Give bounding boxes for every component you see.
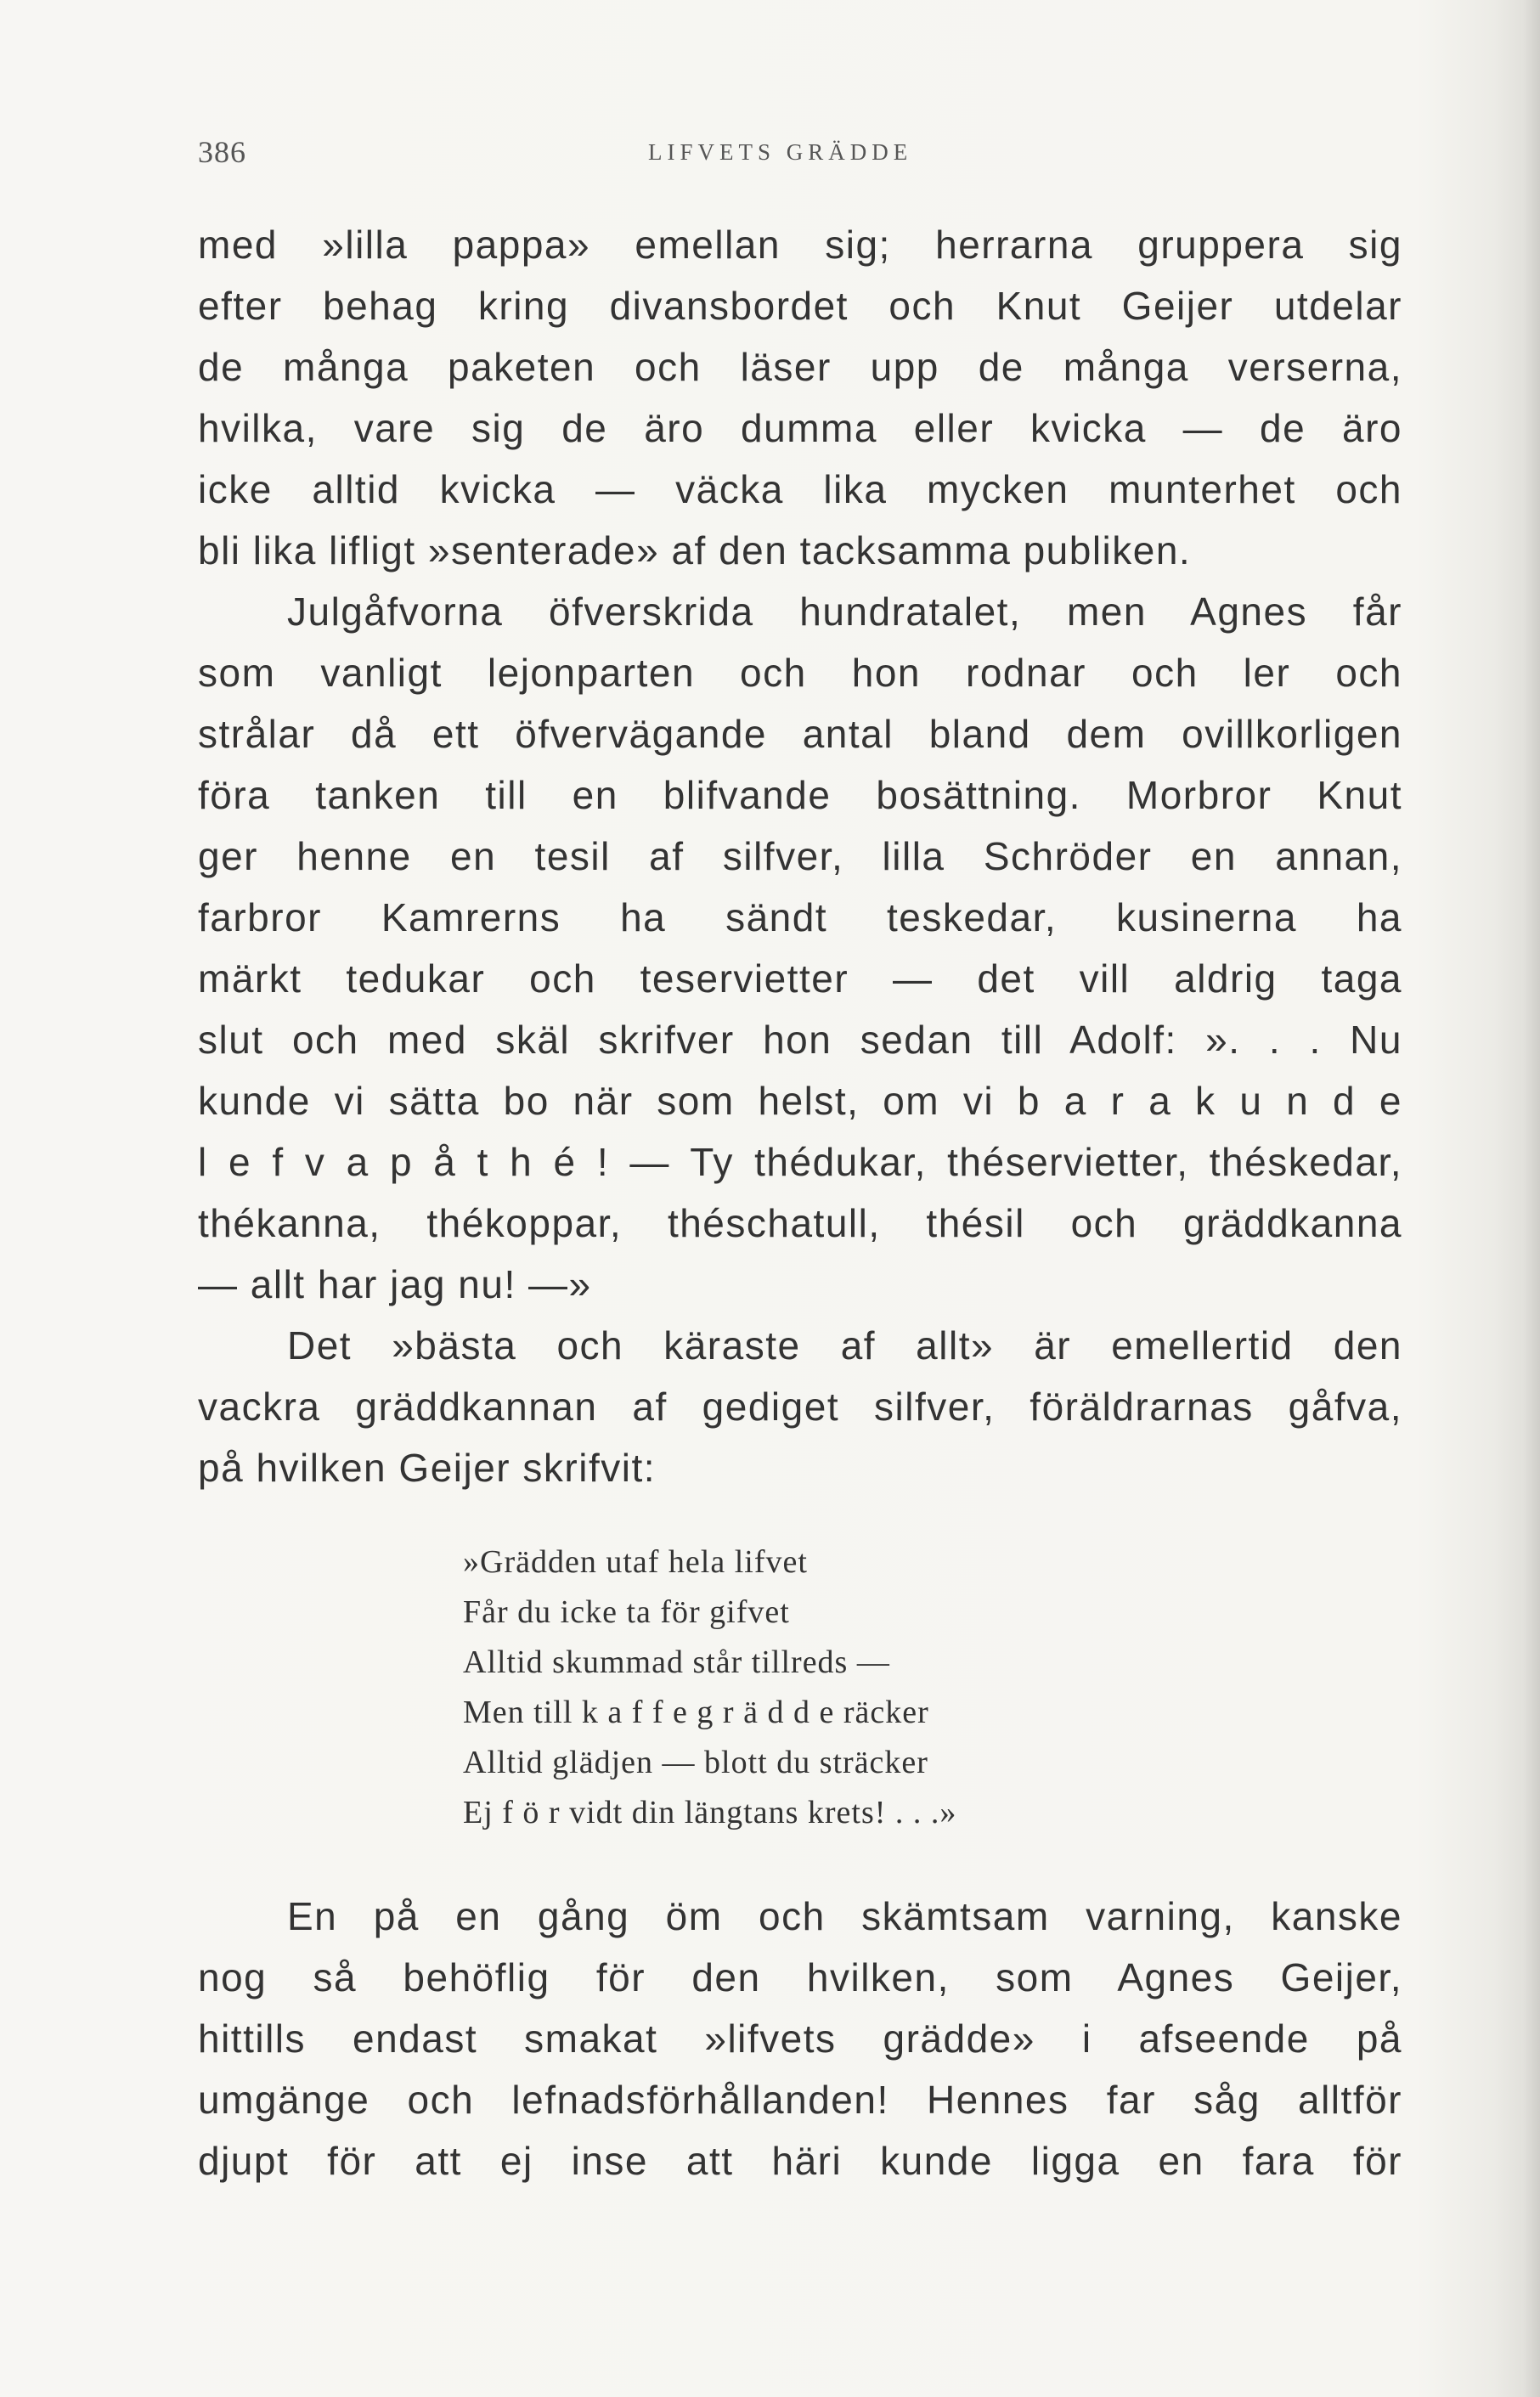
text-line: nog så behöflig för den hvilken, som Agnes Geijer, (198, 1955, 1402, 1999)
text-line: — allt har jag nu! —» (198, 1262, 592, 1306)
poem-line: Ej f ö r vidt din längtans krets! . . .» (463, 1795, 957, 1830)
text-line: hittills endast smakat »lifvets grädde» i afseende på (198, 2016, 1402, 2061)
text-line: som vanligt lejonparten och hon rodnar och ler och (198, 651, 1402, 695)
page-number: 386 (198, 135, 246, 169)
text-line: thékanna, thékoppar, théschatull, thésil och gräddkanna (198, 1201, 1402, 1245)
text-line: strålar då ett öfvervägande antal bland dem ovillkorligen (198, 712, 1402, 756)
body-text-upper (198, 214, 1402, 1498)
text-line: ger henne en tesil af silfver, lilla Schröder en annan, (198, 834, 1402, 878)
text-line: Det »bästa och käraste af allt» är emellertid den (287, 1323, 1402, 1368)
text-line: bli lika lifligt »senterade» af den tacksamma publiken. (198, 528, 1192, 572)
body-text-lower (198, 1886, 1402, 2191)
poem-line: Får du icke ta för gifvet (463, 1594, 790, 1630)
running-title: LIFVETS GRÄDDE (648, 139, 913, 165)
running-header (198, 134, 1404, 168)
text-line: de många paketen och läser upp de många verserna, (198, 345, 1402, 389)
text-line: farbror Kamrerns ha sändt teskedar, kusinerna ha (198, 895, 1402, 939)
poem-line: Alltid glädjen — blott du sträcker (463, 1745, 928, 1780)
page-edge (1521, 0, 1540, 2397)
text-line: kunde vi sätta bo när som helst, om vi b a r a k u n d e (198, 1079, 1402, 1123)
text-line: djupt för att ej inse att häri kunde ligga en fara för (198, 2139, 1402, 2183)
text-line: hvilka, vare sig de äro dumma eller kvicka — de äro (198, 406, 1402, 450)
text-line: slut och med skäl skrifver hon sedan till Adolf: ». . . Nu (198, 1018, 1402, 1062)
text-line: En på en gång öm och skämtsam varning, kanske (287, 1894, 1402, 1938)
text-line: icke alltid kvicka — väcka lika mycken munterhet och (198, 467, 1402, 511)
text-line: l e f v a p å t h é ! — Ty thédukar, théservietter, théskedar, (198, 1140, 1402, 1184)
text-line: vackra gräddkannan af gediget silfver, föräldrarnas gåfva, (198, 1385, 1402, 1429)
text-line: märkt tedukar och teservietter — det vill aldrig taga (198, 956, 1402, 1001)
text-line: Julgåfvorna öfverskrida hundratalet, men Agnes får (287, 589, 1402, 634)
poem-line: »Grädden utaf hela lifvet (463, 1544, 808, 1580)
poem-stanza (463, 1537, 1227, 1838)
poem-line: Men till k a f f e g r ä d d e räcker (463, 1695, 929, 1730)
poem-line: Alltid skummad står tillreds — (463, 1644, 890, 1680)
text-line: föra tanken till en blifvande bosättning. Morbror Knut (198, 773, 1402, 817)
text-line: efter behag kring divansbordet och Knut Geijer utdelar (198, 284, 1402, 328)
text-line: med »lilla pappa» emellan sig; herrarna gruppera sig (198, 223, 1402, 267)
text-line: på hvilken Geijer skrifvit: (198, 1446, 656, 1490)
text-line: umgänge och lefnadsförhållanden! Hennes far såg alltför (198, 2078, 1402, 2122)
